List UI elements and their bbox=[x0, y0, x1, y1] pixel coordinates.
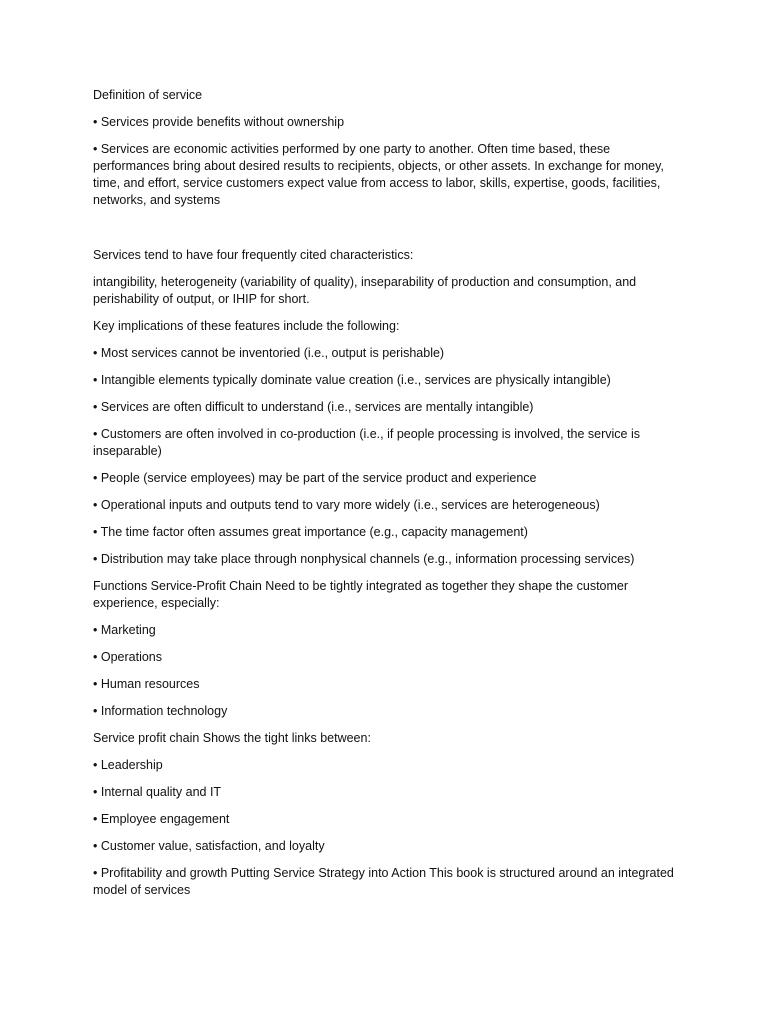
bullet-difficult-to-understand: • Services are often difficult to understand (i.e., services are mentally intangible) bbox=[93, 400, 534, 414]
bullet-benefits-without-ownership: • Services provide benefits without ownership bbox=[93, 115, 345, 129]
bullet-intangible-elements: • Intangible elements typically dominate value creation (i.e., services are physically intangible) bbox=[93, 373, 611, 387]
bullet-human-resources: • Human resources bbox=[93, 677, 200, 691]
bullet-leadership: • Leadership bbox=[93, 758, 163, 772]
bullet-employee-engagement: • Employee engagement bbox=[93, 812, 230, 826]
bullet-co-production: • Customers are often involved in co-production (i.e., if people processing is involved, the service is inseparable) bbox=[93, 427, 641, 458]
bullet-service-employees: • People (service employees) may be part of the service product and experience bbox=[93, 471, 537, 485]
bullet-operations: • Operations bbox=[93, 650, 162, 664]
bullet-information-technology: • Information technology bbox=[93, 704, 228, 718]
bullet-internal-quality: • Internal quality and IT bbox=[93, 785, 222, 799]
implications-intro: Key implications of these features include the following: bbox=[93, 319, 400, 333]
characteristics-intro: Services tend to have four frequently cited characteristics: bbox=[93, 248, 414, 262]
bullet-not-inventoried: • Most services cannot be inventoried (i.e., output is perishable) bbox=[93, 346, 445, 360]
bullet-customer-value: • Customer value, satisfaction, and loyalty bbox=[93, 839, 325, 853]
bullet-nonphysical-channels: • Distribution may take place through nonphysical channels (e.g., information processing services) bbox=[93, 552, 635, 566]
bullet-economic-activities: • Services are economic activities performed by one party to another. Often time based, these performances bring about desired results to recipients, objects, or other assets. In exchange for money, time, and effort, service customers expect value from access to labor, skills, expertise, goods, facilities, networks, and systems bbox=[93, 142, 664, 207]
bullet-profitability-growth: • Profitability and growth Putting Service Strategy into Action This book is structured around an integrated model of services bbox=[93, 866, 674, 897]
functions-service-profit-chain: Functions Service-Profit Chain Need to be tightly integrated as together they shape the customer experience, especially: bbox=[93, 579, 629, 610]
heading-definition-of-service: Definition of service bbox=[93, 88, 203, 102]
document-body bbox=[93, 87, 683, 909]
bullet-time-factor: • The time factor often assumes great importance (e.g., capacity management) bbox=[93, 525, 528, 539]
characteristics-ihip: intangibility, heterogeneity (variability of quality), inseparability of production and consumption, and perishability of output, or IHIP for short. bbox=[93, 275, 637, 306]
bullet-inputs-outputs-vary: • Operational inputs and outputs tend to vary more widely (i.e., services are heterogeneous) bbox=[93, 498, 600, 512]
bullet-marketing: • Marketing bbox=[93, 623, 156, 637]
service-profit-chain-intro: Service profit chain Shows the tight links between: bbox=[93, 731, 371, 745]
